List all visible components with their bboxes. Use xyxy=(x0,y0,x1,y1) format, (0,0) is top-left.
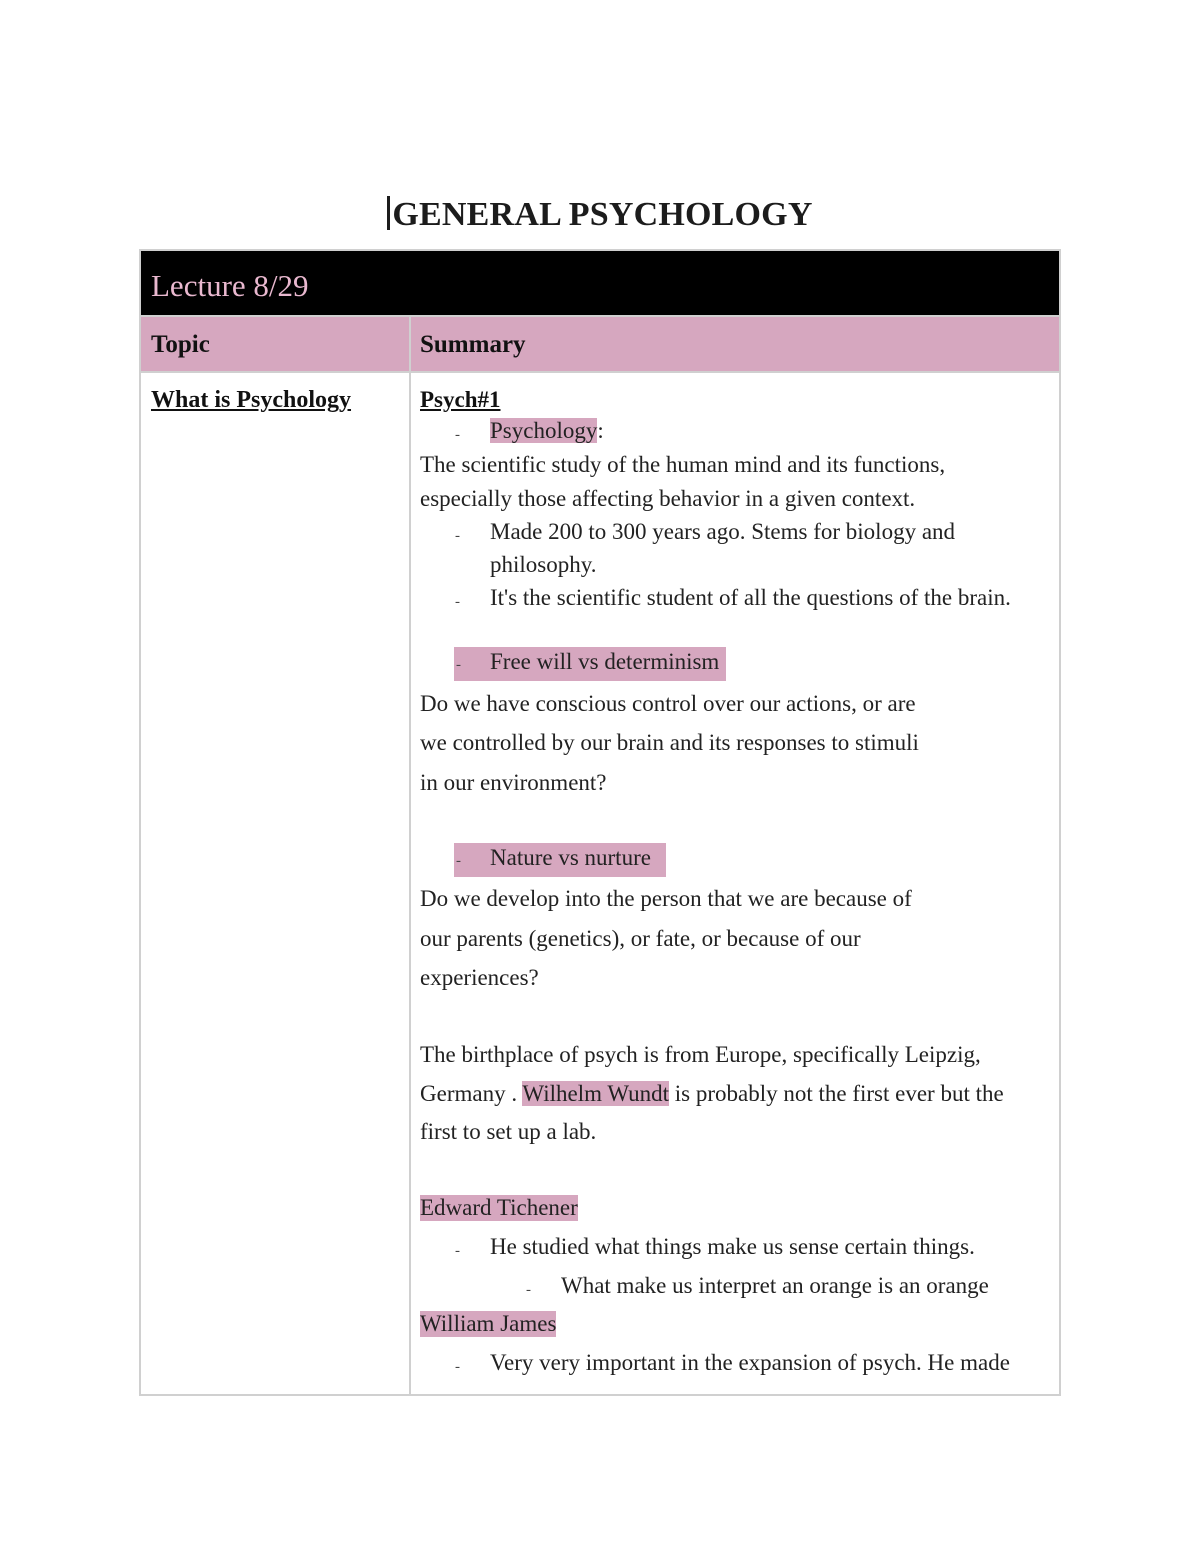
notes-table xyxy=(139,249,1061,1396)
definition-line-2: especially those affecting behavior in a given context. xyxy=(420,486,916,511)
bullet-marker: - xyxy=(455,594,460,610)
tichener-sub-bullet: What make us interpret an orange is an orange xyxy=(561,1273,989,1298)
james-bullet: Very very important in the expansion of psych. He made xyxy=(490,1350,1010,1375)
document-title xyxy=(0,196,1200,234)
bullet-marker: - xyxy=(526,1282,531,1298)
lecture-row xyxy=(141,251,1059,315)
free-will-heading: Free will vs determinism xyxy=(490,649,720,674)
wundt-highlight: Wilhelm Wundt xyxy=(522,1081,669,1106)
bullet-marker: - xyxy=(456,657,461,673)
bullet-marker: - xyxy=(455,528,460,544)
bullet-made-line-1: Made 200 to 300 years ago. Stems for biology and xyxy=(490,519,956,544)
free-will-line-1: Do we have conscious control over our actions, or are xyxy=(420,691,916,716)
nature-line-1: Do we develop into the person that we are because of xyxy=(420,886,912,911)
bullet-student: It's the scientific student of all the questions of the brain. xyxy=(490,585,1011,610)
birthplace-line-2 xyxy=(420,1081,1004,1107)
free-will-line-3: in our environment? xyxy=(420,770,607,795)
header-row xyxy=(141,315,1059,373)
column-divider xyxy=(409,315,411,1394)
term-colon: : xyxy=(597,418,604,443)
term-psychology: Psychology xyxy=(490,418,598,443)
tichener-heading: Edward Tichener xyxy=(420,1195,578,1220)
term-line xyxy=(490,418,604,444)
nature-line-2: our parents (genetics), or fate, or because of our xyxy=(420,926,861,951)
summary-heading: Psych#1 xyxy=(420,387,501,412)
tichener-bullet: He studied what things make us sense certain things. xyxy=(490,1234,975,1259)
birthplace-line-3: first to set up a lab. xyxy=(420,1119,597,1144)
bullet-marker: - xyxy=(456,853,461,869)
definition-line-1: The scientific study of the human mind and its functions, xyxy=(420,452,946,477)
free-will-line-2: we controlled by our brain and its responses to stimuli xyxy=(420,730,919,755)
header-summary: Summary xyxy=(420,331,526,358)
bullet-made-line-2: philosophy. xyxy=(490,552,597,577)
topic-cell: What is Psychology xyxy=(151,387,352,413)
birthplace-pre: Germany . xyxy=(420,1081,523,1106)
text-cursor xyxy=(387,196,390,230)
nature-line-3: experiences? xyxy=(420,965,539,990)
birthplace-line-1: The birthplace of psych is from Europe, specifically Leipzig, xyxy=(420,1042,981,1067)
header-topic: Topic xyxy=(151,331,210,358)
bullet-marker: - xyxy=(455,427,460,443)
james-heading: William James xyxy=(420,1311,557,1336)
birthplace-post: is probably not the first ever but the xyxy=(669,1081,1004,1106)
bullet-marker: - xyxy=(455,1243,460,1259)
lecture-label: Lecture 8/29 xyxy=(151,268,309,303)
bullet-marker: - xyxy=(455,1359,460,1375)
nature-heading: Nature vs nurture xyxy=(490,845,651,870)
document-title-text: GENERAL PSYCHOLOGY xyxy=(392,196,813,233)
